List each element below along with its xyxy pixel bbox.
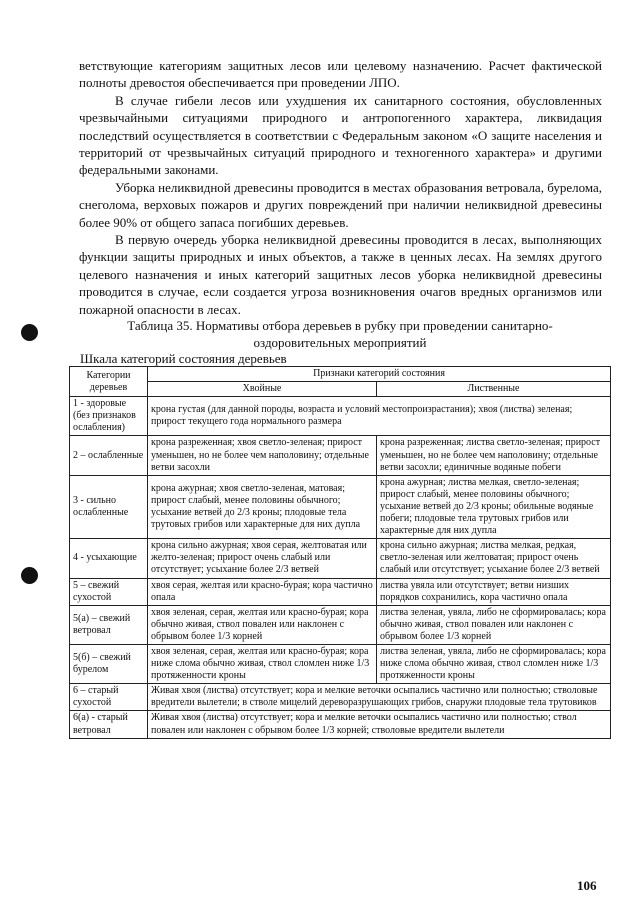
table-row <box>70 436 611 475</box>
table-header-row <box>70 367 611 382</box>
deciduous-cell: листва зеленая, увяла, либо не сформировалась; кора обычно живая, ствол повален или наклонен с обрывом более 1/3 корней <box>377 605 611 644</box>
table-row <box>70 644 611 683</box>
table-row <box>70 578 611 605</box>
coniferous-cell: хвоя зеленая, серая, желтая или красно-бурая; кора обычно живая, ствол повален или наклонен с обрывом более 1/3 корней <box>148 605 377 644</box>
coniferous-cell: крона разреженная; хвоя светло-зеленая; прирост уменьшен, но не более чем наполовину; отдельные ветви засохли <box>148 436 377 475</box>
tree-condition-table <box>69 366 611 739</box>
header-category: Категории деревьев <box>70 367 148 397</box>
binder-hole-mark <box>21 324 38 341</box>
deciduous-cell: листва увяла или отсутствует; ветви низших порядков сохранились, кора частично опала <box>377 578 611 605</box>
table-row <box>70 475 611 538</box>
header-deciduous: Лиственные <box>377 382 611 397</box>
deciduous-cell: крона разреженная; листва светло-зеленая; прирост уменьшен, но не более чем наполовину; отдельные ветви засохли; единичные водяные побеги <box>377 436 611 475</box>
paragraph: Уборка неликвидной древесины проводится в местах образования ветровала, бурелома, снеголома, верховых пожаров и других повреждений при наличии неликвидной древесины более 90% от общего запаса погибших деревьев. <box>79 179 602 230</box>
category-cell: 5(б) – свежий бурелом <box>70 644 148 683</box>
paragraph: В первую очередь уборка неликвидной древесины проводится в лесах, выполняющих функции защиты природных и иных объектов, а также в ценных лесах. На землях другого целевого назначения и иных категорий защитных лесов уборка неликвидной древесины проводится в случае, если создается угроза возникновения очагов вредных организмов или пожарной опасности в лесах. <box>79 232 602 317</box>
table-row <box>70 397 611 436</box>
deciduous-cell: листва зеленая, увяла, либо не сформировалась; кора ниже слома обычно живая, ствол сломлен ниже 1/3 протяженности кроны <box>377 644 611 683</box>
table-row <box>70 684 611 711</box>
paragraph: В случае гибели лесов или ухудшения их санитарного состояния, обусловленных чрезвычайными ситуациями природного и антропогенного характера, ликвидация последствий осуществляется в соответствии с Федеральным законом «О защите населения и территорий от чрезвычайных ситуаций природного и техногенного характера» и другими федеральными законами. <box>79 92 602 178</box>
table-row <box>70 539 611 578</box>
category-cell: 6(а) - старый ветровал <box>70 711 148 738</box>
deciduous-cell: крона сильно ажурная; листва мелкая, редкая, светло-зеленая или желтоватая; прирост очень слабый или отсутствует; усыхание более 2/3 ветвей <box>377 539 611 578</box>
category-cell: 3 - сильно ослабленные <box>70 475 148 538</box>
signs-cell: Живая хвоя (листва) отсутствует; кора и мелкие веточки осыпались частично или полностью; ствол повален или наклонен с обрывом более 1/3 корней; стволовые вредители вылетели <box>148 711 611 738</box>
category-cell: 1 - здоровые (без признаков ослабления) <box>70 397 148 436</box>
paragraph: ветствующие категориям защитных лесов или целевому назначению. Расчет фактической полноты древостоя обеспечивается при проведении ЛПО. <box>79 58 602 91</box>
deciduous-cell: крона ажурная; листва мелкая, светло-зеленая; прирост слабый, менее половины обычного; усыхание ветвей до 2/3 кроны; обильные водяные побеги; плодовые тела трутовых грибов или характерные для них дупла <box>377 475 611 538</box>
binder-hole-mark <box>21 567 38 584</box>
signs-cell: крона густая (для данной породы, возраста и условий местопроизрастания); хвоя (листва) зеленая; прирост текущего года нормального размера <box>148 397 611 436</box>
category-cell: 5(а) – свежий ветровал <box>70 605 148 644</box>
category-cell: 4 - усыхающие <box>70 539 148 578</box>
body-text <box>79 57 602 318</box>
category-cell: 5 – свежий сухостой <box>70 578 148 605</box>
table-caption: Таблица 35. Нормативы отбора деревьев в рубку при проведении санитарно-оздоровительных мероприятий <box>127 318 553 350</box>
table-subtitle: Шкала категорий состояния деревьев <box>80 351 287 366</box>
table-row <box>70 605 611 644</box>
table-row <box>70 711 611 738</box>
page-number: 106 <box>577 878 597 893</box>
coniferous-cell: хвоя зеленая, серая, желтая или красно-бурая; кора ниже слома обычно живая, ствол сломлен ниже 1/3 протяженности кроны <box>148 644 377 683</box>
header-signs: Признаки категорий состояния <box>148 367 611 382</box>
header-coniferous: Хвойные <box>148 382 377 397</box>
coniferous-cell: крона ажурная; хвоя светло-зеленая, матовая; прирост слабый, менее половины обычного; усыхание ветвей до 2/3 кроны; плодовые тела трутовых грибов или характерные для них дупла <box>148 475 377 538</box>
coniferous-cell: хвоя серая, желтая или красно-бурая; кора частично опала <box>148 578 377 605</box>
category-cell: 6 – старый сухостой <box>70 684 148 711</box>
category-cell: 2 – ослабленные <box>70 436 148 475</box>
coniferous-cell: крона сильно ажурная; хвоя серая, желтоватая или желто-зеленая; прирост очень слабый или отсутствует; усыхание более 2/3 ветвей <box>148 539 377 578</box>
table-header-row <box>70 382 611 397</box>
signs-cell: Живая хвоя (листва) отсутствует; кора и мелкие веточки осыпались частично или полностью; стволовые вредители вылетели; в стволе мицелий дереворазрушающих грибов, снаружи плодовые тела трутовиков <box>148 684 611 711</box>
